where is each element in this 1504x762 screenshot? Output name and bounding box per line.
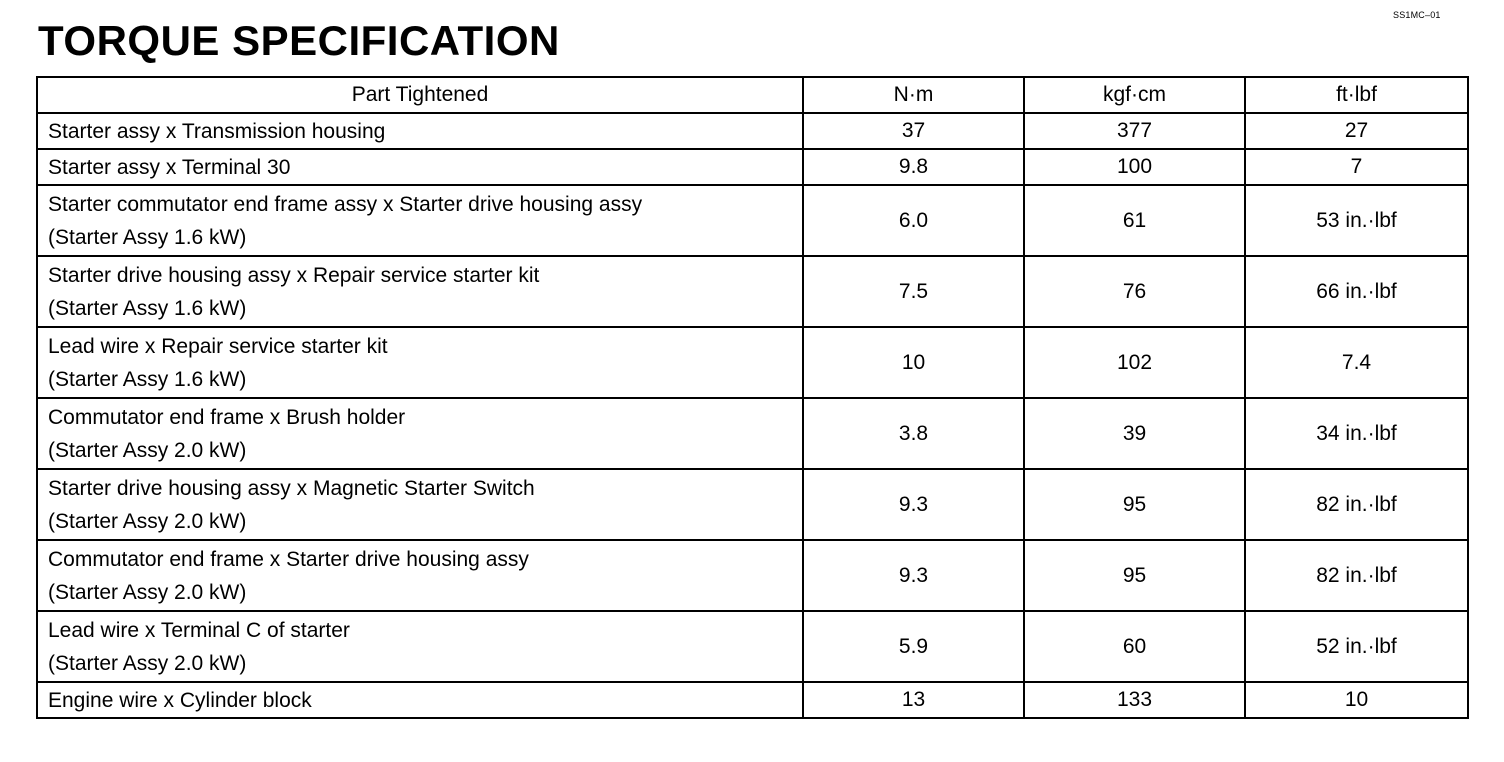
ftlbf-cell: 7.4 bbox=[1245, 327, 1468, 398]
table-row bbox=[37, 398, 1468, 469]
nm-cell: 3.8 bbox=[803, 398, 1024, 469]
table-row bbox=[37, 540, 1468, 611]
nm-cell: 9.3 bbox=[803, 540, 1024, 611]
nm-cell: 9.3 bbox=[803, 469, 1024, 540]
part-line: Engine wire x Cylinder block bbox=[48, 688, 312, 712]
ftlbf-cell: 66 in.·lbf bbox=[1245, 256, 1468, 327]
nm-cell: 7.5 bbox=[803, 256, 1024, 327]
nm-cell: 10 bbox=[803, 327, 1024, 398]
table-row bbox=[37, 611, 1468, 682]
ftlbf-cell: 82 in.·lbf bbox=[1245, 469, 1468, 540]
table-row bbox=[37, 682, 1468, 718]
part-spec-line: (Starter Assy 1.6 kW) bbox=[48, 367, 247, 391]
part-line: Commutator end frame x Brush holder bbox=[48, 405, 406, 429]
part-cell bbox=[37, 469, 803, 540]
table-row bbox=[37, 185, 1468, 256]
part-cell bbox=[37, 398, 803, 469]
table-row bbox=[37, 149, 1468, 185]
header-nm: N·m bbox=[803, 77, 1024, 113]
nm-cell: 37 bbox=[803, 113, 1024, 149]
ftlbf-cell: 10 bbox=[1245, 682, 1468, 718]
part-cell bbox=[37, 185, 803, 256]
ftlbf-cell: 27 bbox=[1245, 113, 1468, 149]
part-line: Starter commutator end frame assy x Starter drive housing assy bbox=[48, 192, 643, 216]
kgfcm-cell: 61 bbox=[1024, 185, 1245, 256]
table-row bbox=[37, 469, 1468, 540]
part-cell bbox=[37, 682, 803, 718]
ftlbf-cell: 53 in.·lbf bbox=[1245, 185, 1468, 256]
part-line: Lead wire x Terminal C of starter bbox=[48, 618, 350, 642]
part-spec-line: (Starter Assy 2.0 kW) bbox=[48, 651, 247, 675]
part-spec-line: (Starter Assy 1.6 kW) bbox=[48, 296, 247, 320]
kgfcm-cell: 100 bbox=[1024, 149, 1245, 185]
part-cell bbox=[37, 611, 803, 682]
table-row bbox=[37, 256, 1468, 327]
page-title: TORQUE SPECIFICATION bbox=[38, 17, 560, 64]
nm-cell: 13 bbox=[803, 682, 1024, 718]
ftlbf-cell: 34 in.·lbf bbox=[1245, 398, 1468, 469]
part-line: Starter assy x Terminal 30 bbox=[48, 155, 291, 179]
document-code: SS1MC–01 bbox=[1393, 10, 1441, 20]
part-line: Starter drive housing assy x Repair service starter kit bbox=[48, 263, 540, 287]
part-line: Lead wire x Repair service starter kit bbox=[48, 334, 388, 358]
nm-cell: 5.9 bbox=[803, 611, 1024, 682]
nm-cell: 6.0 bbox=[803, 185, 1024, 256]
kgfcm-cell: 76 bbox=[1024, 256, 1245, 327]
table-row bbox=[37, 327, 1468, 398]
torque-table bbox=[36, 76, 1469, 719]
table-row bbox=[37, 113, 1468, 149]
header-part-tightened: Part Tightened bbox=[37, 77, 803, 113]
part-cell bbox=[37, 256, 803, 327]
part-line: Starter drive housing assy x Magnetic Starter Switch bbox=[48, 476, 535, 500]
kgfcm-cell: 102 bbox=[1024, 327, 1245, 398]
kgfcm-cell: 377 bbox=[1024, 113, 1245, 149]
ftlbf-cell: 7 bbox=[1245, 149, 1468, 185]
header-row bbox=[37, 77, 1468, 113]
kgfcm-cell: 95 bbox=[1024, 540, 1245, 611]
part-cell bbox=[37, 540, 803, 611]
ftlbf-cell: 82 in.·lbf bbox=[1245, 540, 1468, 611]
kgfcm-cell: 133 bbox=[1024, 682, 1245, 718]
part-cell bbox=[37, 149, 803, 185]
part-line: Starter assy x Transmission housing bbox=[48, 119, 386, 143]
part-spec-line: (Starter Assy 2.0 kW) bbox=[48, 509, 247, 533]
nm-cell: 9.8 bbox=[803, 149, 1024, 185]
kgfcm-cell: 39 bbox=[1024, 398, 1245, 469]
part-cell bbox=[37, 113, 803, 149]
kgfcm-cell: 60 bbox=[1024, 611, 1245, 682]
header-ftlbf: ft·lbf bbox=[1245, 77, 1468, 113]
kgfcm-cell: 95 bbox=[1024, 469, 1245, 540]
header-kgfcm: kgf·cm bbox=[1024, 77, 1245, 113]
part-cell bbox=[37, 327, 803, 398]
part-spec-line: (Starter Assy 2.0 kW) bbox=[48, 438, 247, 462]
part-spec-line: (Starter Assy 1.6 kW) bbox=[48, 225, 247, 249]
part-line: Commutator end frame x Starter drive housing assy bbox=[48, 547, 529, 571]
part-spec-line: (Starter Assy 2.0 kW) bbox=[48, 580, 247, 604]
ftlbf-cell: 52 in.·lbf bbox=[1245, 611, 1468, 682]
